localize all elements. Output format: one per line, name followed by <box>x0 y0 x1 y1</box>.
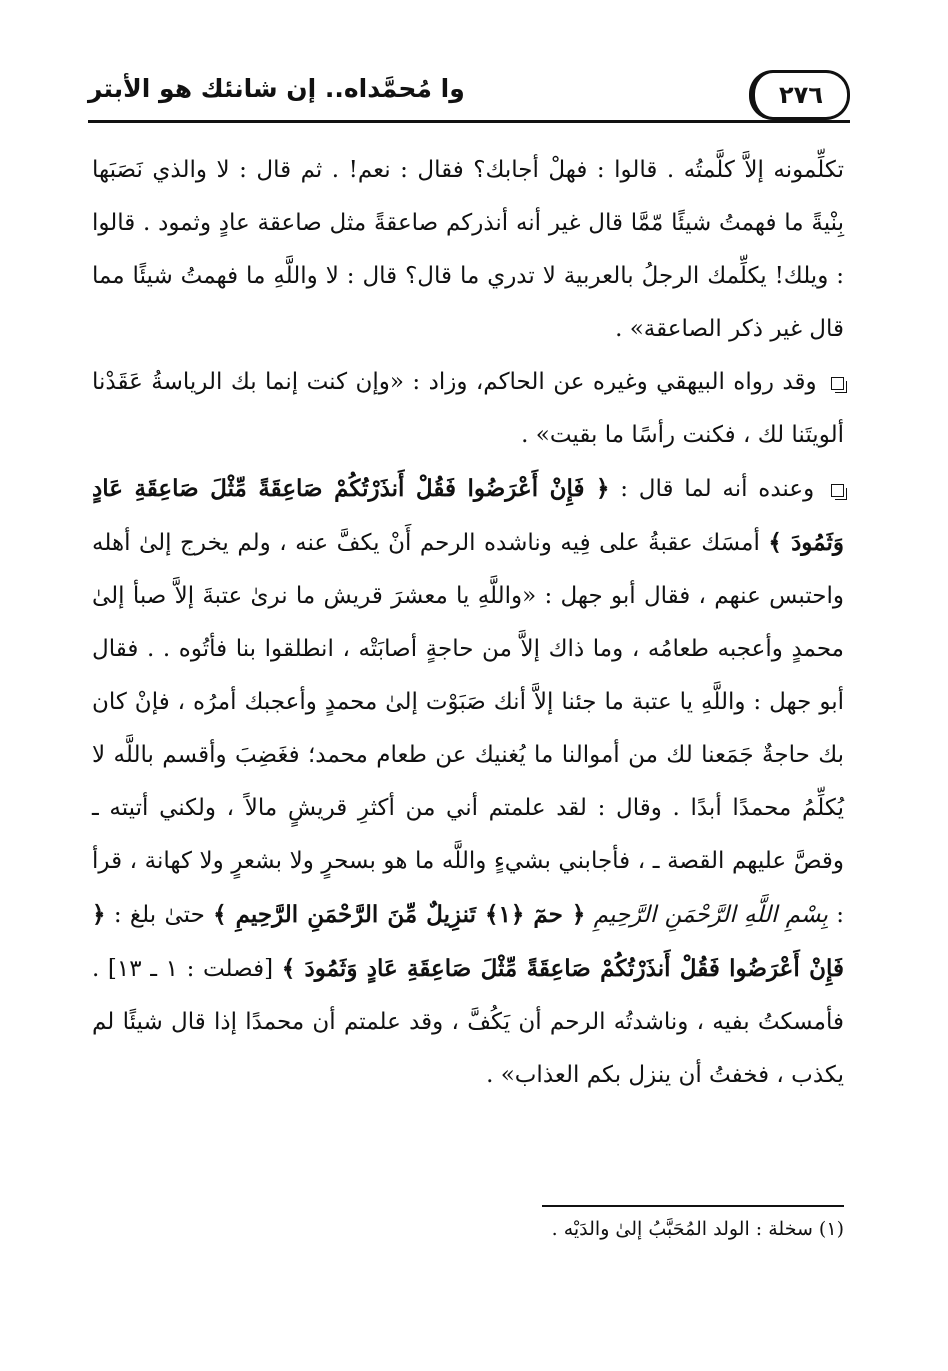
paragraph-3-text: أمسَك عقبةُ على فِيه وناشده الرحم أَنْ يكفَّ عنه ، ولم يخرج إلىٰ أهله واحتبس عنهم ، فقال أبو جهل : «واللَّهِ يا معشرَ قريش ما نرىٰ عتبةَ إلاَّ صبأ إلىٰ محمدٍ وأعجبه طعامُه ، وما ذاك إلاَّ من حاجةٍ أصابَتْه ، انطلقوا بنا فأتُوه . . فقال أبو جهل : واللَّهِ يا عتبة ما جئنا إلاَّ أنك صَبَوْت إلىٰ محمدٍ وأعجبك أمرُه ، فإنْ كان بك حاجةٌ جَمَعنا لك من أموالنا ما يُغنيك عن طعام محمد؛ فغَضِبَ وأقسم باللَّه لا يُكلِّمُ محمدًا أبدًا . وقال : لقد علمتم أني من أكثرِ قريشٍ مالاً ، ولكني أتيته ـ وقصَّ عليهم القصة ـ ، فأجابني بشيءٍ واللَّه ما هو بسحرٍ ولا بشعرٍ ولا كهانة ، قرأ : <box>92 530 844 928</box>
paragraph-3 <box>92 462 844 1102</box>
header-rule <box>88 120 850 123</box>
footnote: (١) سخلة : الولد المُحَبَّبُ إلىٰ والدَيْه . <box>551 1218 844 1240</box>
quran-verse: ﴿ فَإِنْ أَعْرَضُوا فَقُلْ أَنذَرْتُكُمْ صَاعِقَةً مِّثْلَ صَاعِقَةِ عَادٍ وَثَمُودَ ﴾ <box>92 901 844 982</box>
quran-verse: ﴿ حمٓ ﴿١﴾ تَنزِيلٌ مِّنَ الرَّحْمَنِ الرَّحِيمِ ﴾ <box>213 901 586 928</box>
paragraph-1 <box>92 144 844 356</box>
basmala: بِسْمِ اللَّهِ الرَّحْمَنِ الرَّحِيمِ <box>593 902 828 928</box>
body-text <box>92 144 844 1102</box>
page-header <box>88 70 850 122</box>
paragraph-1-text: تكلِّمونه إلاَّ كلَّمتُه . قالوا : فهلْ أجابك؟ فقال : نعم! . ثم قال : لا والذي نَصَبَها بِنْيةً ما فهمتُ شيئًا مّمَّا قال غير أنه أنذركم صاعقةً مثل صاعقة عادٍ وثمود . قالوا : ويلك! يكلِّمك الرجلُ بالعربية لا تدري ما قال؟ قال : لا واللَّهِ ما فهمتُ شيئًا مما قال غير ذكر الصاعقة» . <box>92 157 844 342</box>
page-number: ٢٧٦ <box>779 81 823 109</box>
quran-verse: ﴿ فَإِنْ أَعْرَضُوا فَقُلْ أَنذَرْتُكُمْ صَاعِقَةً مِّثْلَ صَاعِقَةِ عَادٍ وَثَمُودَ ﴾ <box>92 475 844 556</box>
page-number-badge <box>749 70 850 120</box>
paragraph-marker-icon <box>831 377 844 390</box>
paragraph-3-intro: وعنده أنه لما قال : <box>620 476 815 502</box>
paragraph-3-until: حتىٰ بلغ : <box>113 902 205 928</box>
footnote-rule <box>542 1205 844 1207</box>
running-title: وا مُحمَّداه.. إن شانئك هو الأبتر <box>88 74 465 103</box>
paragraph-2 <box>92 356 844 462</box>
paragraph-marker-icon <box>831 484 844 497</box>
paragraph-2-text: وقد رواه البيهقي وغيره عن الحاكم، وزاد : «وإن كنت إنما بك الرياسةُ عَقَدْنا ألويتَنا لك ، فكنت رأسًا ما بقيت» . <box>92 369 844 448</box>
quran-reference: [فصلت : ١ ـ ١٣] . <box>92 956 274 982</box>
paragraph-3-end: فأمسكتُ بفيه ، وناشدتُه الرحم أن يَكُفَّ ، وقد علمتم أن محمدًا إذا قال شيئًا لم يكذب ، فخفتُ أن ينزل بكم العذاب» . <box>92 1009 844 1088</box>
